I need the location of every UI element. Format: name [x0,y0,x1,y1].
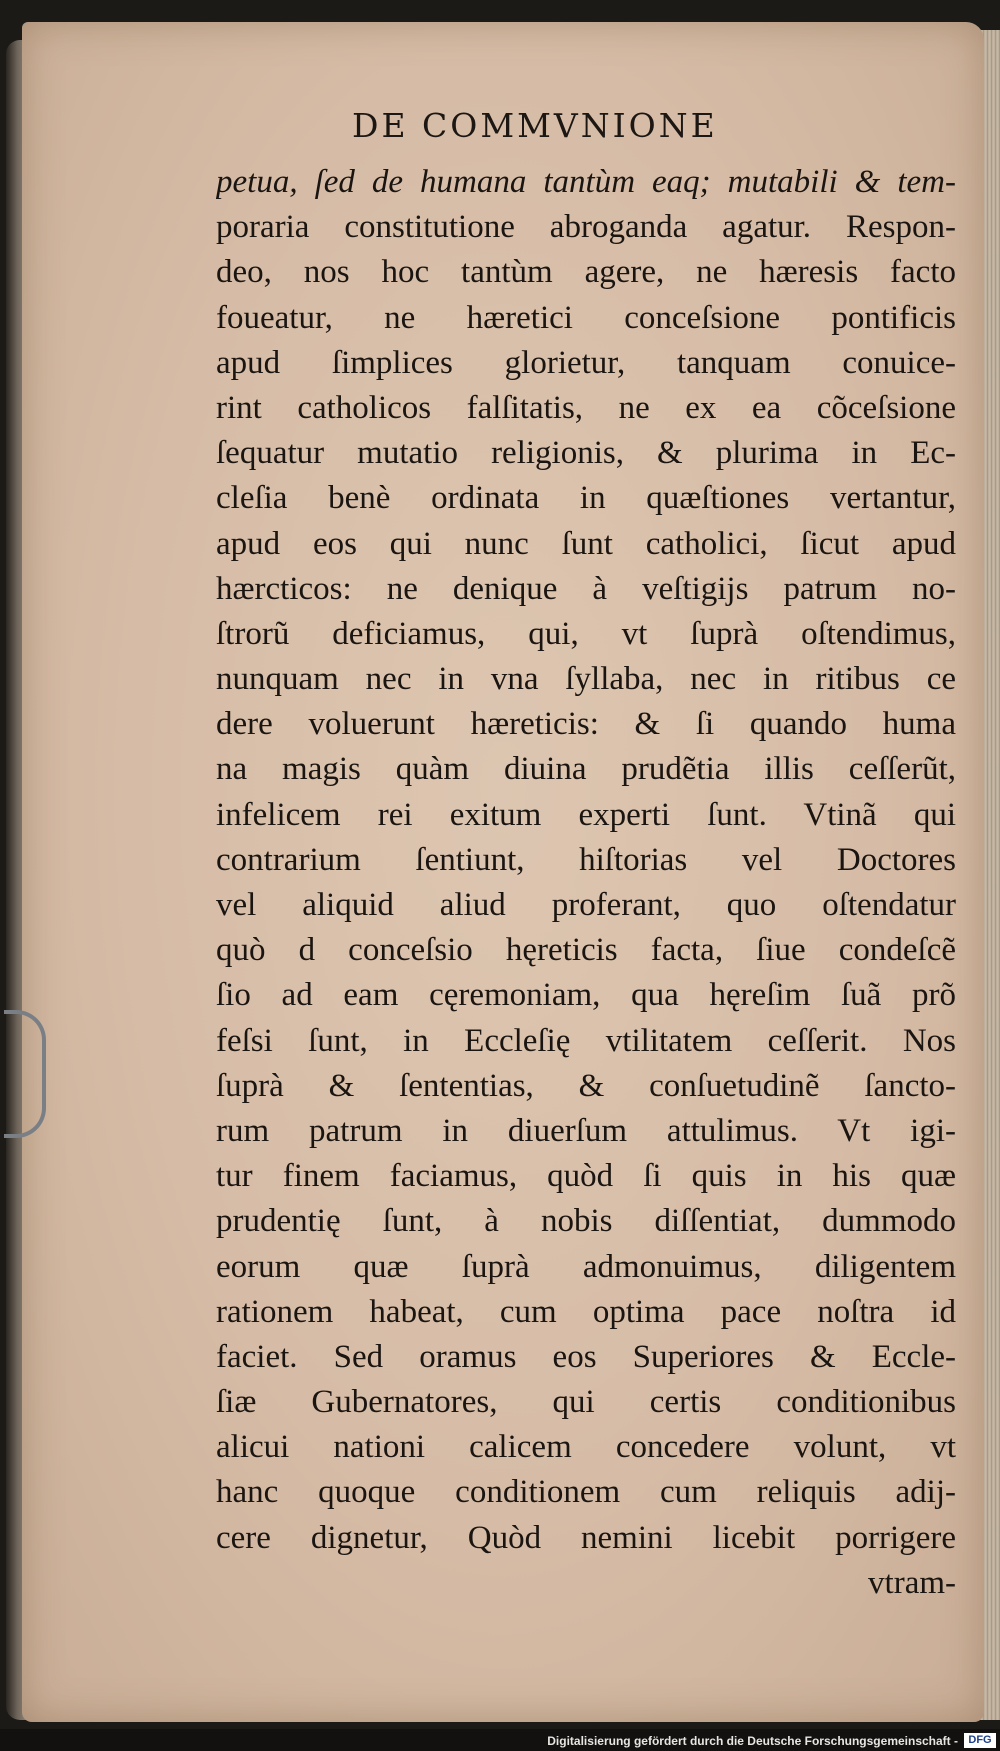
text-line: petua, ſed de humana tantùm eaq; mutabili & tem- [216,164,956,200]
text-line: ſequatur mutatio religionis, & plurima in Ec- [216,435,956,472]
text-line: ſtrorũ deficiamus, qui, vt ſuprà oſtendimus, [216,615,956,652]
book-page [22,22,984,1722]
text-line: nunquam nec in vna ſyllaba, nec in ritibus ce [216,661,956,698]
text-line: prudentię ſunt, à nobis diſſentiat, dummodo [216,1203,956,1240]
text-line: apud eos qui nunc ſunt catholici, ſicut apud [216,525,956,562]
text-line: foueatur, ne hæretici conceſsione pontificis [216,299,956,336]
text-line: poraria constitutione abroganda agatur. Respon- [216,209,956,246]
body-text [216,160,956,1606]
text-line: apud ſimplices glorietur, tanquam conuice- [216,344,956,381]
text-line: deo, nos hoc tantùm agere, ne hæresis facto [216,254,956,291]
text-line: vel aliquid aliud proferant, quo oſtendatur [216,887,956,923]
text-line: na magis quàm diuina prudẽtia illis ceſſerũt, [216,751,956,788]
text-line: contrarium ſentiunt, hiſtorias vel Doctores [216,841,956,878]
dfg-logo: DFG [964,1733,996,1748]
metal-clip [4,1010,46,1138]
text-line: eorum quæ ſuprà admonuimus, diligentem [216,1248,956,1285]
text-line: ſiæ Gubernatores, qui certis conditionibus [216,1384,956,1421]
footer-credit: Digitalisierung gefördert durch die Deutsche Forschungsgemeinschaft - [547,1734,958,1748]
text-line: faciet. Sed oramus eos Superiores & Eccle- [216,1338,956,1375]
text-line: infelicem rei exitum experti ſunt. Vtinã qui [216,796,956,833]
text-line: dere voluerunt hæreticis: & ſi quando huma [216,706,956,743]
catchword: vtram- [868,1564,956,1601]
text-line: hanc quoque conditionem cum reliquis adij- [216,1474,956,1511]
text-line: rationem habeat, cum optima pace noſtra id [216,1293,956,1330]
text-line: rum patrum in diuerſum attulimus. Vt igi- [216,1112,956,1149]
text-line: quò d conceſsio hęreticis facta, ſiue condeſcẽ [216,932,956,969]
running-head: DE COMMVNIONE [352,106,718,145]
text-line: ſio ad eam cęremoniam, qua hęreſim ſuã prõ [216,977,956,1014]
text-line: hærcticos: ne denique à veſtigijs patrum no- [216,570,956,607]
footer-bar [0,1729,1000,1751]
text-line: cere dignetur, Quòd nemini licebit porrigere [216,1519,956,1556]
text-line: cleſia benè ordinata in quæſtiones vertantur, [216,480,956,517]
text-line: rint catholicos falſitatis, ne ex ea cõceſsione [216,389,956,426]
text-line: alicui nationi calicem concedere volunt, vt [216,1429,956,1466]
text-line: tur finem faciamus, quòd ſi quis in his quæ [216,1158,956,1195]
text-line: feſsi ſunt, in Eccleſię vtilitatem ceſſerit. Nos [216,1022,956,1059]
text-line: ſuprà & ſententias, & conſuetudinẽ ſancto- [216,1067,956,1104]
